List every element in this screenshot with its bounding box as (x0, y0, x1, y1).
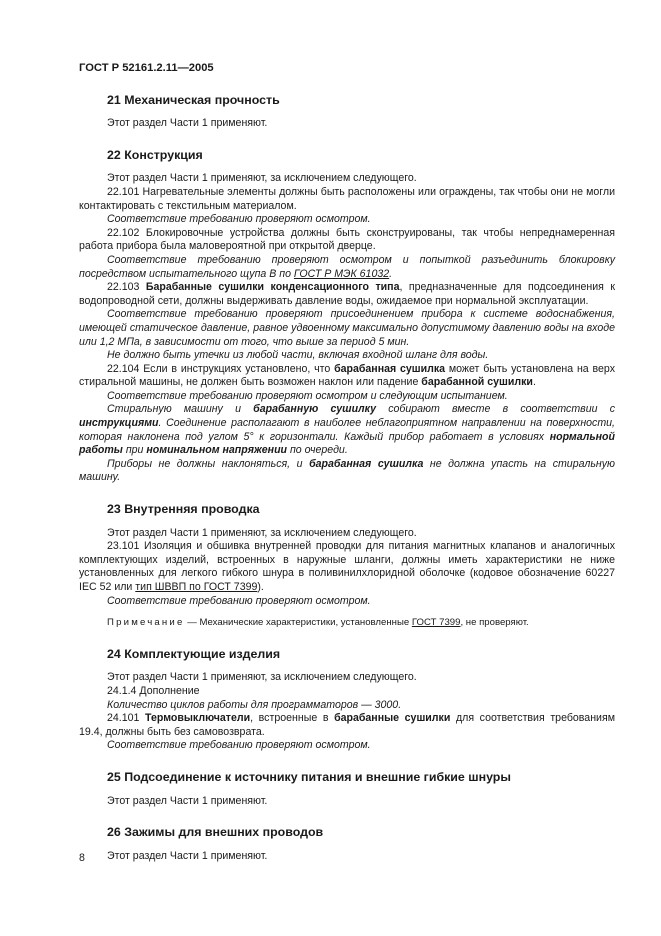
section-24 (79, 648, 615, 753)
clause-22-104 (79, 363, 615, 390)
compliance-text (79, 458, 615, 485)
section-26-title: 26 Зажимы для внешних проводов (107, 825, 324, 840)
text-part: , не проверяют. (460, 617, 529, 629)
text-part: 22.103 (107, 281, 146, 294)
gost-7399-link[interactable]: тип ШВВП по ГОСТ 7399 (135, 581, 258, 593)
section-22-title: 22 Конструкция (107, 147, 203, 162)
para: Этот раздел Части 1 применяют, за исключением следующего. (107, 172, 417, 185)
text-part: Стиральную машину и (107, 403, 254, 416)
term-bold: барабанная сушилка (309, 457, 424, 470)
text-part: Приборы не должны наклоняться, и (107, 457, 310, 470)
section-25-text: Этот раздел Части 1 применяют. (107, 794, 268, 807)
text-part: ). (257, 581, 264, 593)
note-label: Примечание (107, 617, 185, 629)
page-number: 8 (79, 852, 85, 864)
text-part: может быть установлена на верх стиральной машины, не должен быть возможен наклон или падение (79, 362, 615, 389)
compliance-text (79, 254, 615, 281)
term-bold: номинальном напряжении (146, 444, 288, 457)
section-24-title: 24 Комплектующие изделия (107, 646, 281, 661)
section-21-title: 21 Механическая прочность (107, 92, 280, 107)
text-part: по очереди. (287, 444, 348, 457)
text-part: . Соединение располагают в наиболее неблагоприятном направлении на поверхности, которая наклонена под углом 5° к горизонтали. Каждый прибор работает в условиях (79, 417, 615, 443)
document-page (79, 62, 615, 881)
text-part: 23.101 Изоляция и обшивка внутренней проводки для питания магнитных клапанов и аналогичных комплектующих изделий, встроенных в наружные шланги, должны иметь характеристики не ниже установленных для легкого гибкого шнура в поливинилхлоридной оболочке (кодовое обозначение 60227 IEC 52 или (79, 540, 615, 593)
gost-61032-link[interactable]: ГОСТ Р МЭК 61032 (293, 267, 390, 280)
compliance-text: Соответствие требованию проверяют осмотром. (107, 739, 371, 752)
section-23 (79, 503, 615, 630)
text-part: — Механические характеристики, установленные (184, 617, 412, 629)
text-part: для соответствия требованиям 19.4, должны быть без самовозврата. (79, 712, 615, 738)
clause-23-101 (79, 540, 615, 594)
section-26 (79, 826, 615, 863)
section-25 (79, 771, 615, 808)
term-bold: барабанную сушилку (253, 403, 377, 416)
para: Этот раздел Части 1 применяют, за исключением следующего. (107, 671, 417, 684)
clause-24-101 (79, 712, 615, 739)
text-part: , предназначенные для подсоединения к водопроводной сети, должны выдерживать давление воды, ожидаемое при нормальной эксплуатации. (79, 281, 615, 307)
note (79, 616, 615, 630)
clause-22-101: 22.101 Нагревательные элементы должны быть расположены или ограждены, так чтобы они не могли контактировать с текстильным материалом. (79, 185, 615, 212)
compliance-text: Не должно быть утечки из любой части, включая входной шланг для воды. (107, 349, 489, 362)
clause-24-1-4: 24.1.4 Дополнение (107, 684, 200, 697)
section-26-text: Этот раздел Части 1 применяют. (107, 849, 268, 862)
compliance-text: Соответствие требованию проверяют осмотром и следующим испытанием. (107, 389, 508, 402)
term-bold: нормальной работы (79, 430, 615, 457)
clause-22-103 (79, 281, 615, 308)
text-part: при (122, 444, 147, 457)
compliance-text: Соответствие требованию проверяют осмотром. (107, 594, 371, 607)
gost-7399-note-link[interactable]: ГОСТ 7399 (411, 617, 461, 629)
term-bold: Барабанные сушилки конденсационного типа (145, 281, 400, 294)
text-part: Соответствие требованию проверяют осмотром и попыткой разъединить блокировку посредством испытательного щупа В по (79, 253, 615, 280)
document-header: ГОСТ Р 52161.2.11—2005 (79, 62, 214, 74)
test-procedure (79, 403, 615, 457)
section-21-text: Этот раздел Части 1 применяют. (107, 117, 268, 130)
compliance-text: Соответствие требованию проверяют осмотром. (107, 213, 371, 226)
compliance-text: Соответствие требованию проверяют присоединением прибора к системе водоснабжения, имеющей статическое давление, равное удвоенному максимально допустимому давлению воды на входе или 1,2 МПа, в зависимости от того, что выше за период 5 мин. (79, 308, 615, 348)
text-part: не должна упасть на стиральную машину. (79, 457, 616, 484)
text-part: . (389, 267, 393, 280)
section-21 (79, 94, 615, 131)
clause-22-102: 22.102 Блокировочные устройства должны быть сконструированы, так чтобы непреднамеренная работа прибора была маловероятной при открытой дверце. (79, 226, 615, 253)
section-25-title: 25 Подсоединение к источнику питания и внешние гибкие шнуры (107, 769, 511, 784)
term-bold: инструкциями (79, 417, 159, 430)
cycles-text: Количество циклов работы для программаторов — 3000. (107, 698, 402, 711)
text-part: собирают вместе в соответствии с (376, 403, 615, 416)
term-bold: Термовыключатели (145, 712, 251, 725)
text-part: , встроенные в (250, 712, 335, 725)
term-bold: барабанной сушилки (421, 376, 533, 389)
term-bold: барабанные сушилки (334, 712, 451, 725)
text-part: 24.101 (107, 712, 146, 725)
text-part: 22.104 Если в инструкциях установлено, что (107, 362, 335, 375)
section-22 (79, 149, 615, 485)
section-23-title: 23 Внутренняя проводка (107, 502, 260, 517)
text-part: . (532, 376, 536, 389)
para: Этот раздел Части 1 применяют, за исключением следующего. (107, 526, 417, 539)
term-bold: барабанная сушилка (334, 362, 446, 375)
